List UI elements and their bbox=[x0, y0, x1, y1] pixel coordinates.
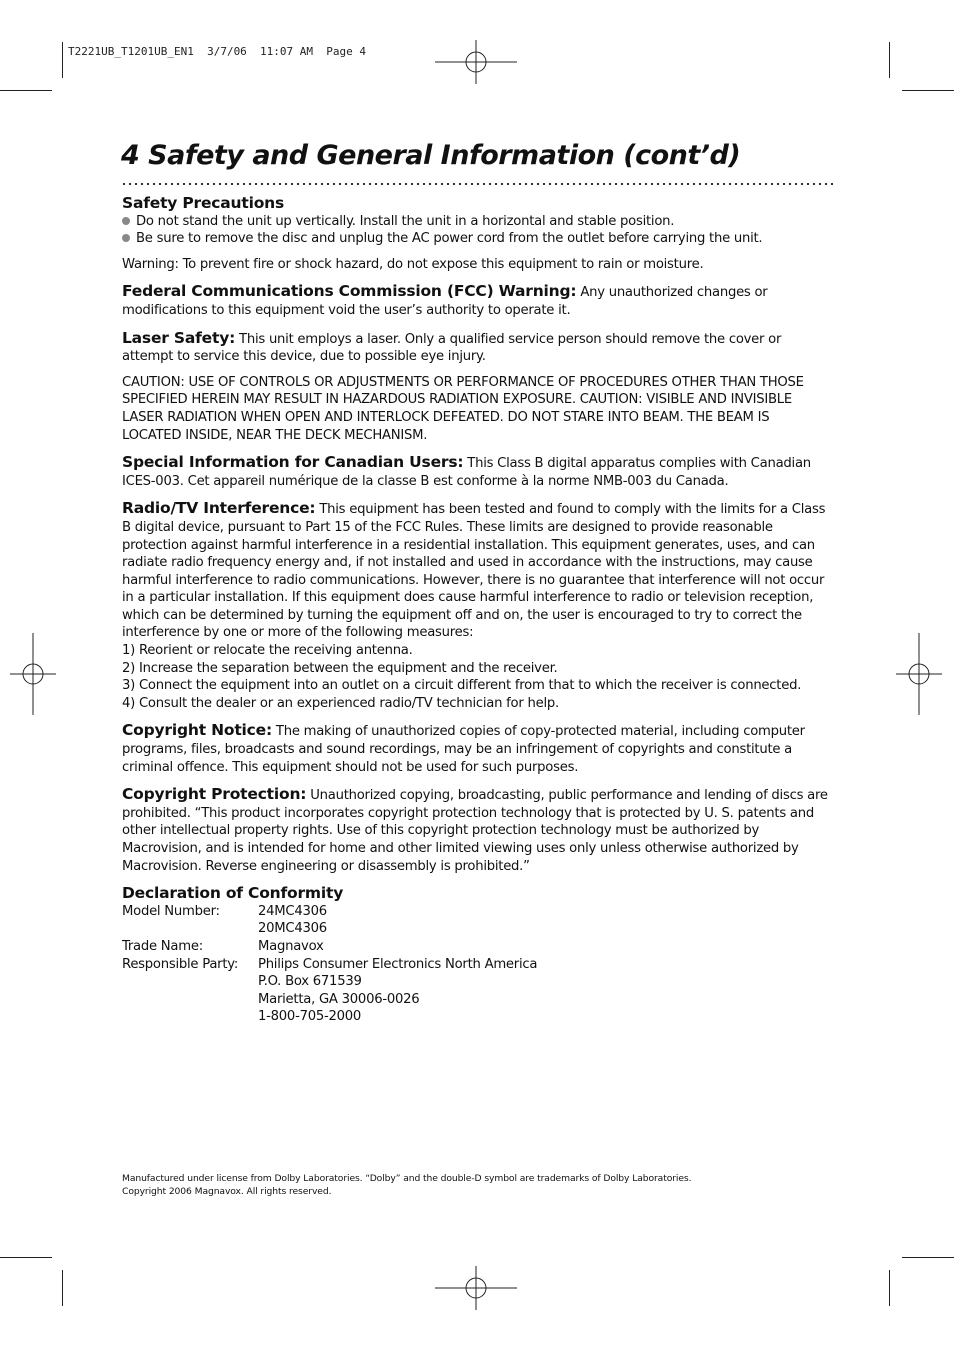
canadian-text: This Class B digital apparatus complies with Canadian ICES-003. Cet appareil numérique de la classe B est conforme à la norme NMB-003 du Canada. bbox=[122, 456, 811, 489]
party-line-2: P.O. Box 671539 bbox=[258, 974, 362, 990]
laser-text: This unit employs a laser. Only a qualified service person should remove the cover or attempt to service this device, due to possible eye injury. bbox=[122, 331, 782, 365]
crop-mark-bottom-right-h bbox=[902, 1257, 954, 1258]
safety-heading: Safety Precautions bbox=[122, 194, 285, 212]
model-value-2: 20MC4306 bbox=[258, 921, 327, 937]
dotted-divider bbox=[121, 182, 833, 186]
radio-measures-list bbox=[122, 642, 832, 712]
copyright-protection-paragraph bbox=[122, 786, 832, 875]
footer-notes bbox=[122, 1172, 842, 1198]
safety-bullet-2: Be sure to remove the disc and unplug the AC power cord from the outlet before carrying the unit. bbox=[122, 230, 832, 248]
list-item: 4) Consult the dealer or an experienced radio/TV technician for help. bbox=[122, 695, 559, 711]
main-content bbox=[122, 195, 832, 1026]
registration-mark-left bbox=[10, 633, 56, 715]
crop-mark-bottom-left-v bbox=[62, 1270, 63, 1306]
radio-paragraph bbox=[122, 500, 832, 642]
laser-caution: CAUTION: USE OF CONTROLS OR ADJUSTMENTS OR PERFORMANCE OF PROCEDURES OTHER THAN THOSE SPECIFIED HEREIN MAY RESULT IN HAZARDOUS RADIATION EXPOSURE. CAUTION: VISIBLE AND INVISIBLE LASER RADIATION WHEN OPEN AND INTERLOCK DEFEATED. DO NOT STARE INTO BEAM. THE BEAM IS LOCATED INSIDE, NEAR THE DECK MECHANISM. bbox=[122, 374, 804, 443]
model-label: Model Number: bbox=[122, 903, 220, 919]
canadian-paragraph bbox=[122, 454, 832, 490]
registration-mark-right bbox=[896, 633, 942, 715]
model-value-1: 24MC4306 bbox=[258, 903, 327, 919]
table-row bbox=[122, 1008, 537, 1026]
crop-mark-top-left-h bbox=[0, 90, 52, 91]
footer-copyright: Copyright 2006 Magnavox. All rights reserved. bbox=[122, 1186, 332, 1197]
crop-mark-bottom-right-v bbox=[889, 1270, 890, 1306]
trade-value: Magnavox bbox=[258, 938, 324, 954]
radio-heading: Radio/TV Interference: bbox=[122, 499, 316, 518]
table-row bbox=[122, 920, 537, 938]
safety-bullet-1: Do not stand the unit up vertically. Install the unit in a horizontal and stable position. bbox=[122, 213, 832, 231]
radio-text: This equipment has been tested and found to comply with the limits for a Class B digital device, pursuant to Part 15 of the FCC Rules. These limits are designed to provide reasonable protection against harmful interference in a residential installation. This equipment generates, uses, and can radiate radio frequency energy and, if not installed and used in accordance with the instructions, may cause harmful interference to radio communications. However, there is no guarantee that interference will not occur in a particular installation. If this equipment does cause harmful interference to radio or television reception, which can be determined by turning the equipment off and on, the user is encouraged to try to correct the interference by one or more of the following measures: bbox=[122, 502, 826, 641]
crop-mark-bottom-left-h bbox=[0, 1257, 52, 1258]
list-item: 2) Increase the separation between the equipment and the receiver. bbox=[122, 660, 558, 676]
party-line-1: Philips Consumer Electronics North America bbox=[258, 956, 538, 972]
crop-mark-top-right-h bbox=[902, 90, 954, 91]
party-line-4: 1-800-705-2000 bbox=[258, 1009, 362, 1025]
table-row bbox=[122, 956, 537, 974]
trade-label: Trade Name: bbox=[122, 938, 203, 954]
safety-warning: Warning: To prevent fire or shock hazard, do not expose this equipment to rain or moisture. bbox=[122, 256, 704, 272]
crop-mark-top-right-v bbox=[889, 42, 890, 78]
laser-heading: Laser Safety: bbox=[122, 328, 236, 347]
party-label: Responsible Party: bbox=[122, 956, 239, 972]
list-item: 3) Connect the equipment into an outlet on a circuit different from that to which the receiver is connected. bbox=[122, 678, 802, 694]
table-row bbox=[122, 991, 537, 1009]
registration-mark-top bbox=[435, 40, 517, 84]
fcc-paragraph bbox=[122, 283, 832, 319]
declaration-table bbox=[122, 903, 537, 1026]
table-row bbox=[122, 903, 537, 921]
copyright-notice-heading: Copyright Notice: bbox=[122, 721, 272, 740]
printer-slug: T2221UB_T1201UB_EN1 3/7/06 11:07 AM Page 4 bbox=[68, 45, 367, 58]
declaration-heading: Declaration of Conformity bbox=[122, 884, 344, 903]
copyright-protection-text: Unauthorized copying, broadcasting, public performance and lending of discs are prohibited. “This product incorporates copyright protection technology that is protected by U. S. patents and other intellectual property rights. Use of this copyright protection technology must be authorized by Macrovision, and is intended for home and other limited viewing uses only unless otherwise authorized by Macrovision. Reverse engineering or disassembly is prohibited.” bbox=[122, 788, 828, 874]
copyright-notice-paragraph bbox=[122, 722, 832, 776]
fcc-text: Any unauthorized changes or modifications to this equipment void the user’s authority to operate it. bbox=[122, 285, 768, 318]
page-title: 4 Safety and General Information (cont’d) bbox=[121, 140, 741, 171]
laser-paragraph bbox=[122, 330, 832, 366]
footer-dolby: Manufactured under license from Dolby Laboratories. “Dolby” and the double-D symbol are trademarks of Dolby Laboratories. bbox=[122, 1173, 692, 1184]
party-line-3: Marietta, GA 30006-0026 bbox=[258, 991, 420, 1007]
crop-mark-top-left-v bbox=[62, 42, 63, 78]
copyright-protection-heading: Copyright Protection: bbox=[122, 785, 307, 804]
table-row bbox=[122, 973, 537, 991]
copyright-notice-text: The making of unauthorized copies of copy-protected material, including computer programs, files, broadcasts and sound recordings, may be an infringement of copyrights and constitute a criminal offence. This equipment should not be used for such purposes. bbox=[122, 724, 805, 775]
table-row bbox=[122, 938, 537, 956]
list-item: 1) Reorient or relocate the receiving antenna. bbox=[122, 643, 413, 659]
registration-mark-bottom bbox=[435, 1266, 517, 1310]
fcc-heading: Federal Communications Commission (FCC) Warning: bbox=[122, 282, 577, 301]
canadian-heading: Special Information for Canadian Users: bbox=[122, 453, 464, 472]
